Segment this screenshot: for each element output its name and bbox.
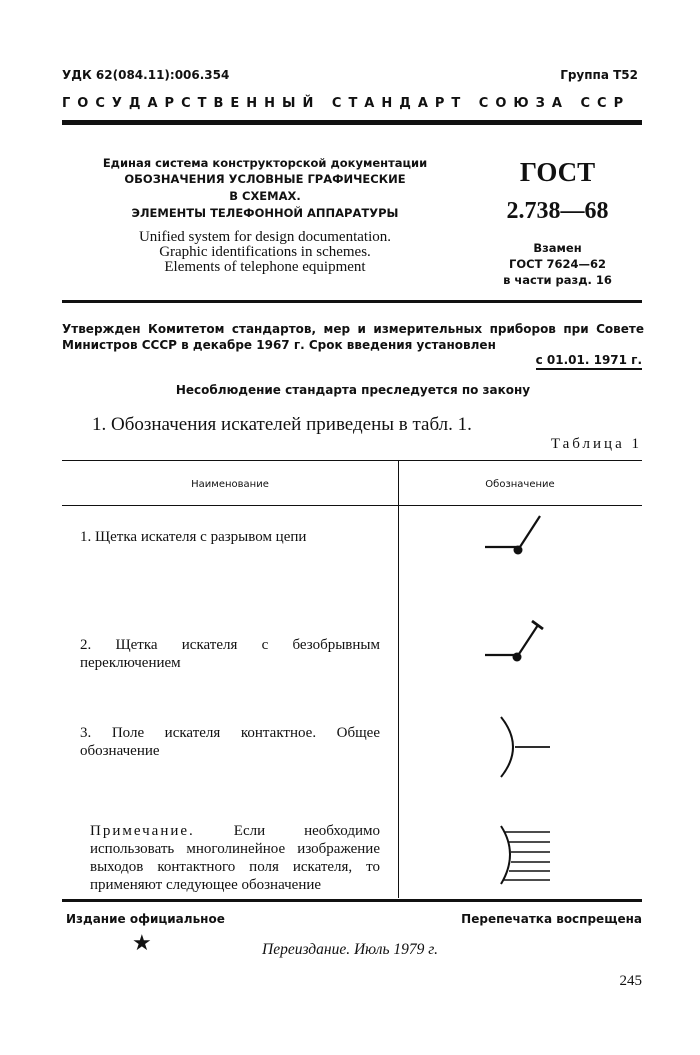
contact-field-symbol [495, 712, 555, 782]
multiline-field-arc [501, 826, 510, 884]
page-number: 245 [619, 973, 642, 989]
table-note [90, 822, 380, 894]
brush-mbb-arm [517, 625, 538, 657]
table-top-border [62, 460, 642, 461]
contact-field-arc [501, 717, 513, 777]
system-line: Единая система конструкторской документации [102, 156, 428, 170]
reprint-ban-label: Перепечатка воспрещена [461, 912, 642, 926]
title-en-line-2: Graphic identifications in schemes. [159, 244, 371, 260]
replaces-label: Взамен [533, 241, 582, 255]
multiline-contact-field-symbol [495, 822, 555, 892]
gost-label: ГОСТ [519, 157, 596, 187]
column-header-symbol: Обозначение [485, 479, 555, 490]
approval-text: Утвержден Комитетом стандартов, мер и измерительных приборов при Совете Министров СССР в декабре 1967 г. Срок введения установлен [62, 322, 644, 352]
table-row-3-name: 3. Поле искателя контактное. Общее обозначение [80, 725, 380, 759]
column-header-name: Наименование [191, 479, 269, 490]
brush-break-symbol [480, 510, 550, 570]
title-ru-line-1: ОБОЗНАЧЕНИЯ УСЛОВНЫЕ ГРАФИЧЕСКИЕ [124, 172, 406, 186]
udk-code: УДК 62(084.11):006.354 [62, 68, 230, 82]
note-label: Примечание. [90, 823, 195, 839]
star-icon: ★ [132, 930, 152, 955]
table-row-2-name: 2. Щетка искателя с безобрывным переключением [80, 637, 380, 671]
middle-rule [62, 300, 642, 303]
standard-title-block [100, 155, 430, 275]
table-header-border [62, 505, 642, 506]
brush-mbb-tip [532, 621, 543, 629]
replaced-standard: ГОСТ 7624—62 [509, 257, 606, 271]
bottom-rule [62, 899, 642, 902]
brush-mbb-dot [513, 653, 522, 662]
table-caption: Таблица 1 [550, 436, 642, 452]
introduction-date: с 01.01. 1971 г. [536, 353, 642, 370]
brush-make-before-break-symbol [480, 615, 550, 670]
title-ru-line-3: ЭЛЕМЕНТЫ ТЕЛЕФОННОЙ АППАРАТУРЫ [131, 206, 399, 220]
note-text: Если необходимо использовать многолинейное изображение выходов контактного поля искателя, то применяют следующее обозначение [90, 823, 380, 893]
gost-designation-block [470, 156, 645, 288]
top-rule [62, 120, 642, 125]
gost-number: 2.738—68 [506, 198, 609, 224]
reissue-note: Переиздание. Июль 1979 г. [262, 941, 438, 958]
title-en-line-1: Unified system for design documentation. [138, 229, 392, 245]
state-standard-title: ГОСУДАРСТВЕННЫЙ СТАНДАРТ СОЮЗА ССР [62, 96, 631, 111]
table-column-divider [398, 460, 399, 898]
title-en-line-3: Elements of telephone equipment [164, 259, 366, 275]
edition-label: Издание официальное [66, 912, 225, 926]
group-code: Группа Т52 [560, 68, 638, 82]
paragraph-1: 1. Обозначения искателей приведены в табл. 1. [92, 414, 472, 435]
violation-notice: Несоблюдение стандарта преследуется по закону [175, 383, 531, 397]
table-row-1-name: 1. Щетка искателя с разрывом цепи [80, 529, 307, 545]
title-ru-line-2: В СХЕМАХ. [229, 189, 301, 203]
replaced-section: в части разд. 16 [503, 273, 612, 287]
brush-break-dot [514, 546, 523, 555]
brush-break-arm [518, 516, 540, 550]
